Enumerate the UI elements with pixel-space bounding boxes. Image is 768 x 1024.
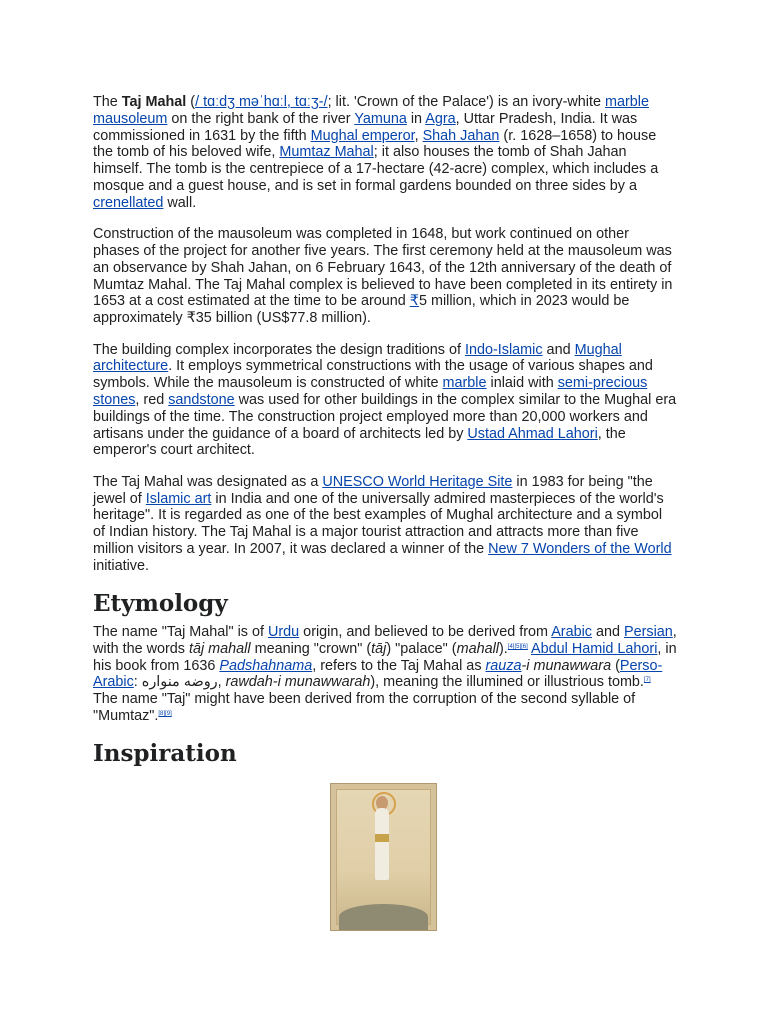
text: in 1983 for being "the jewel of (93, 473, 653, 507)
text: in India and one of the universally admired masterpieces of the world's heritage". It is regarded as one of the best examples of Mughal architecture and a symbol of Indian history. The Taj Mahal is a major tourist attraction and attracts more than five million visitors a year. In 2007, it was declared a winner of the (93, 490, 664, 557)
text: was used for other buildings in the complex similar to the Mughal era buildings of the time. The construction project employed more than 20,000 workers and artisans under the guidance of a board of architects led by (93, 391, 677, 442)
term: -i munawwara (521, 657, 612, 674)
text: Construction of the mausoleum was completed in 1648, but work continued on other phases of the project for another five years. The first ceremony held at the mausoleum was an observance by Shah Jahan, on 6 February 1643, of the 12th anniversary of the death of Mumtaz Mahal. The Taj Mahal complex is believed to have been completed in its entirety in 1653 at a cost estimated at the time to be around (93, 226, 673, 310)
text: 5 million, which in 2023 would be approximately ₹35 billion (US$77.8 million). (93, 293, 630, 327)
article-subject: Taj Mahal (121, 94, 187, 110)
term: tāj (371, 640, 387, 657)
text: ( (611, 657, 620, 674)
text: , refers to the Taj Mahal as (312, 657, 486, 674)
term: tāj mahall (188, 640, 251, 657)
text: ) "palace" ( (386, 640, 457, 657)
link-sandstone[interactable]: sandstone (168, 391, 235, 408)
pronunciation-link[interactable]: / tɑːdʒ məˈhɑːl, tɑːʒ-/ (195, 94, 328, 110)
text: ; it also houses the tomb of Shah Jahan himself. The tomb is the centrepiece of a 17-hectare (42-acre) complex, which includes a mosque and a guest house, and is set in formal gardens bounded on three sides by a (93, 144, 659, 194)
link-mumtaz-mahal[interactable]: Mumtaz Mahal (279, 144, 374, 161)
link-shah-jahan[interactable]: Shah Jahan (422, 127, 500, 144)
section-heading-etymology: Etymology (93, 590, 228, 618)
intro-paragraph-2 (93, 226, 677, 327)
text: The (93, 94, 122, 110)
text: on the right bank of the river (167, 110, 355, 127)
term: mahall (456, 640, 499, 657)
link-perso-arabic[interactable]: Perso-Arabic (93, 657, 663, 691)
link-mughal-emperor[interactable]: Mughal emperor (310, 127, 415, 144)
etymology-paragraph (93, 624, 677, 725)
link-padshahnama[interactable]: Padshahnama (219, 657, 313, 674)
text: origin, and believed to be derived from (299, 624, 552, 641)
link-mausoleum[interactable]: mausoleum (93, 110, 168, 127)
link-urdu[interactable]: Urdu (267, 624, 300, 641)
text: and (542, 341, 575, 358)
link-mughal-architecture[interactable]: Mughal architecture (93, 341, 622, 375)
text: , red (135, 391, 169, 408)
link-indo-islamic[interactable]: Indo-Islamic (464, 341, 543, 358)
text: (r. 1628–1658) to house the tomb of his beloved wife, (93, 127, 657, 161)
text: , (414, 127, 423, 144)
text: The Taj Mahal was designated as a (93, 473, 323, 490)
text: ( (186, 94, 196, 110)
citation-link[interactable]: [4][5][6] (507, 643, 528, 650)
text: , Uttar Pradesh, India. It was commissioned in 1631 by the fifth (93, 110, 638, 144)
miniature-painting-image[interactable] (330, 783, 437, 931)
link-semi-precious-stones[interactable]: semi-precious stones (93, 375, 648, 408)
text: initiative. (93, 557, 149, 574)
citation-link[interactable]: [7] (643, 677, 651, 684)
text: and (591, 624, 624, 641)
term: rawdah-i munawwarah (225, 674, 371, 691)
text: The name "Taj" might have been derived from the corruption of the second syllable of "Mumtaz". (93, 691, 636, 725)
intro-paragraph-4 (93, 474, 677, 575)
link-rauza[interactable]: rauza (485, 657, 522, 674)
link-marble-2[interactable]: marble (442, 375, 487, 392)
text: The building complex incorporates the design traditions of (93, 341, 465, 358)
painting-ground (339, 904, 428, 930)
text: meaning "crown" ( (250, 640, 372, 657)
text: , the emperor's court architect. (93, 425, 626, 459)
text: The name "Taj Mahal" is of (93, 624, 268, 641)
figure-robe (375, 808, 389, 880)
link-arabic[interactable]: Arabic (551, 624, 592, 641)
link-new-7-wonders[interactable]: New 7 Wonders of the World (488, 540, 672, 557)
link-persian[interactable]: Persian (624, 624, 673, 641)
text: in (406, 110, 426, 127)
link-agra[interactable]: Agra (425, 110, 456, 127)
intro-paragraph-1 (93, 94, 677, 212)
link-abdul-hamid-lahori[interactable]: Abdul Hamid Lahori (531, 640, 658, 657)
text: , with the words (93, 624, 677, 657)
text: ), meaning the illumined or illustrious tomb. (370, 674, 644, 691)
citation-link[interactable]: [8][9] (158, 711, 172, 718)
section-heading-inspiration: Inspiration (93, 740, 237, 768)
intro-paragraph-3 (93, 342, 677, 460)
link-marble[interactable]: marble (604, 94, 649, 110)
text: : روضه منواره, (133, 674, 226, 691)
link-unesco[interactable]: UNESCO World Heritage Site (322, 473, 513, 490)
text: . It employs symmetrical constructions with the usage of various shapes and symbols. While the mausoleum is constructed of white (93, 358, 653, 392)
link-crenellated[interactable]: crenellated (93, 194, 164, 211)
text: , in his book from 1636 (93, 640, 677, 674)
link-ustad-ahmad-lahori[interactable]: Ustad Ahmad Lahori (467, 425, 598, 442)
figure-sash (375, 834, 389, 842)
article-body (93, 94, 677, 931)
text: ; lit. 'Crown of the Palace') is an ivory-white (327, 94, 605, 110)
link-yamuna[interactable]: Yamuna (354, 110, 407, 127)
link-islamic-art[interactable]: Islamic art (145, 490, 212, 507)
text: wall. (163, 194, 197, 211)
text: inlaid with (486, 375, 558, 392)
text: ). (499, 640, 508, 657)
link-rupee[interactable]: ₹ (409, 293, 419, 310)
